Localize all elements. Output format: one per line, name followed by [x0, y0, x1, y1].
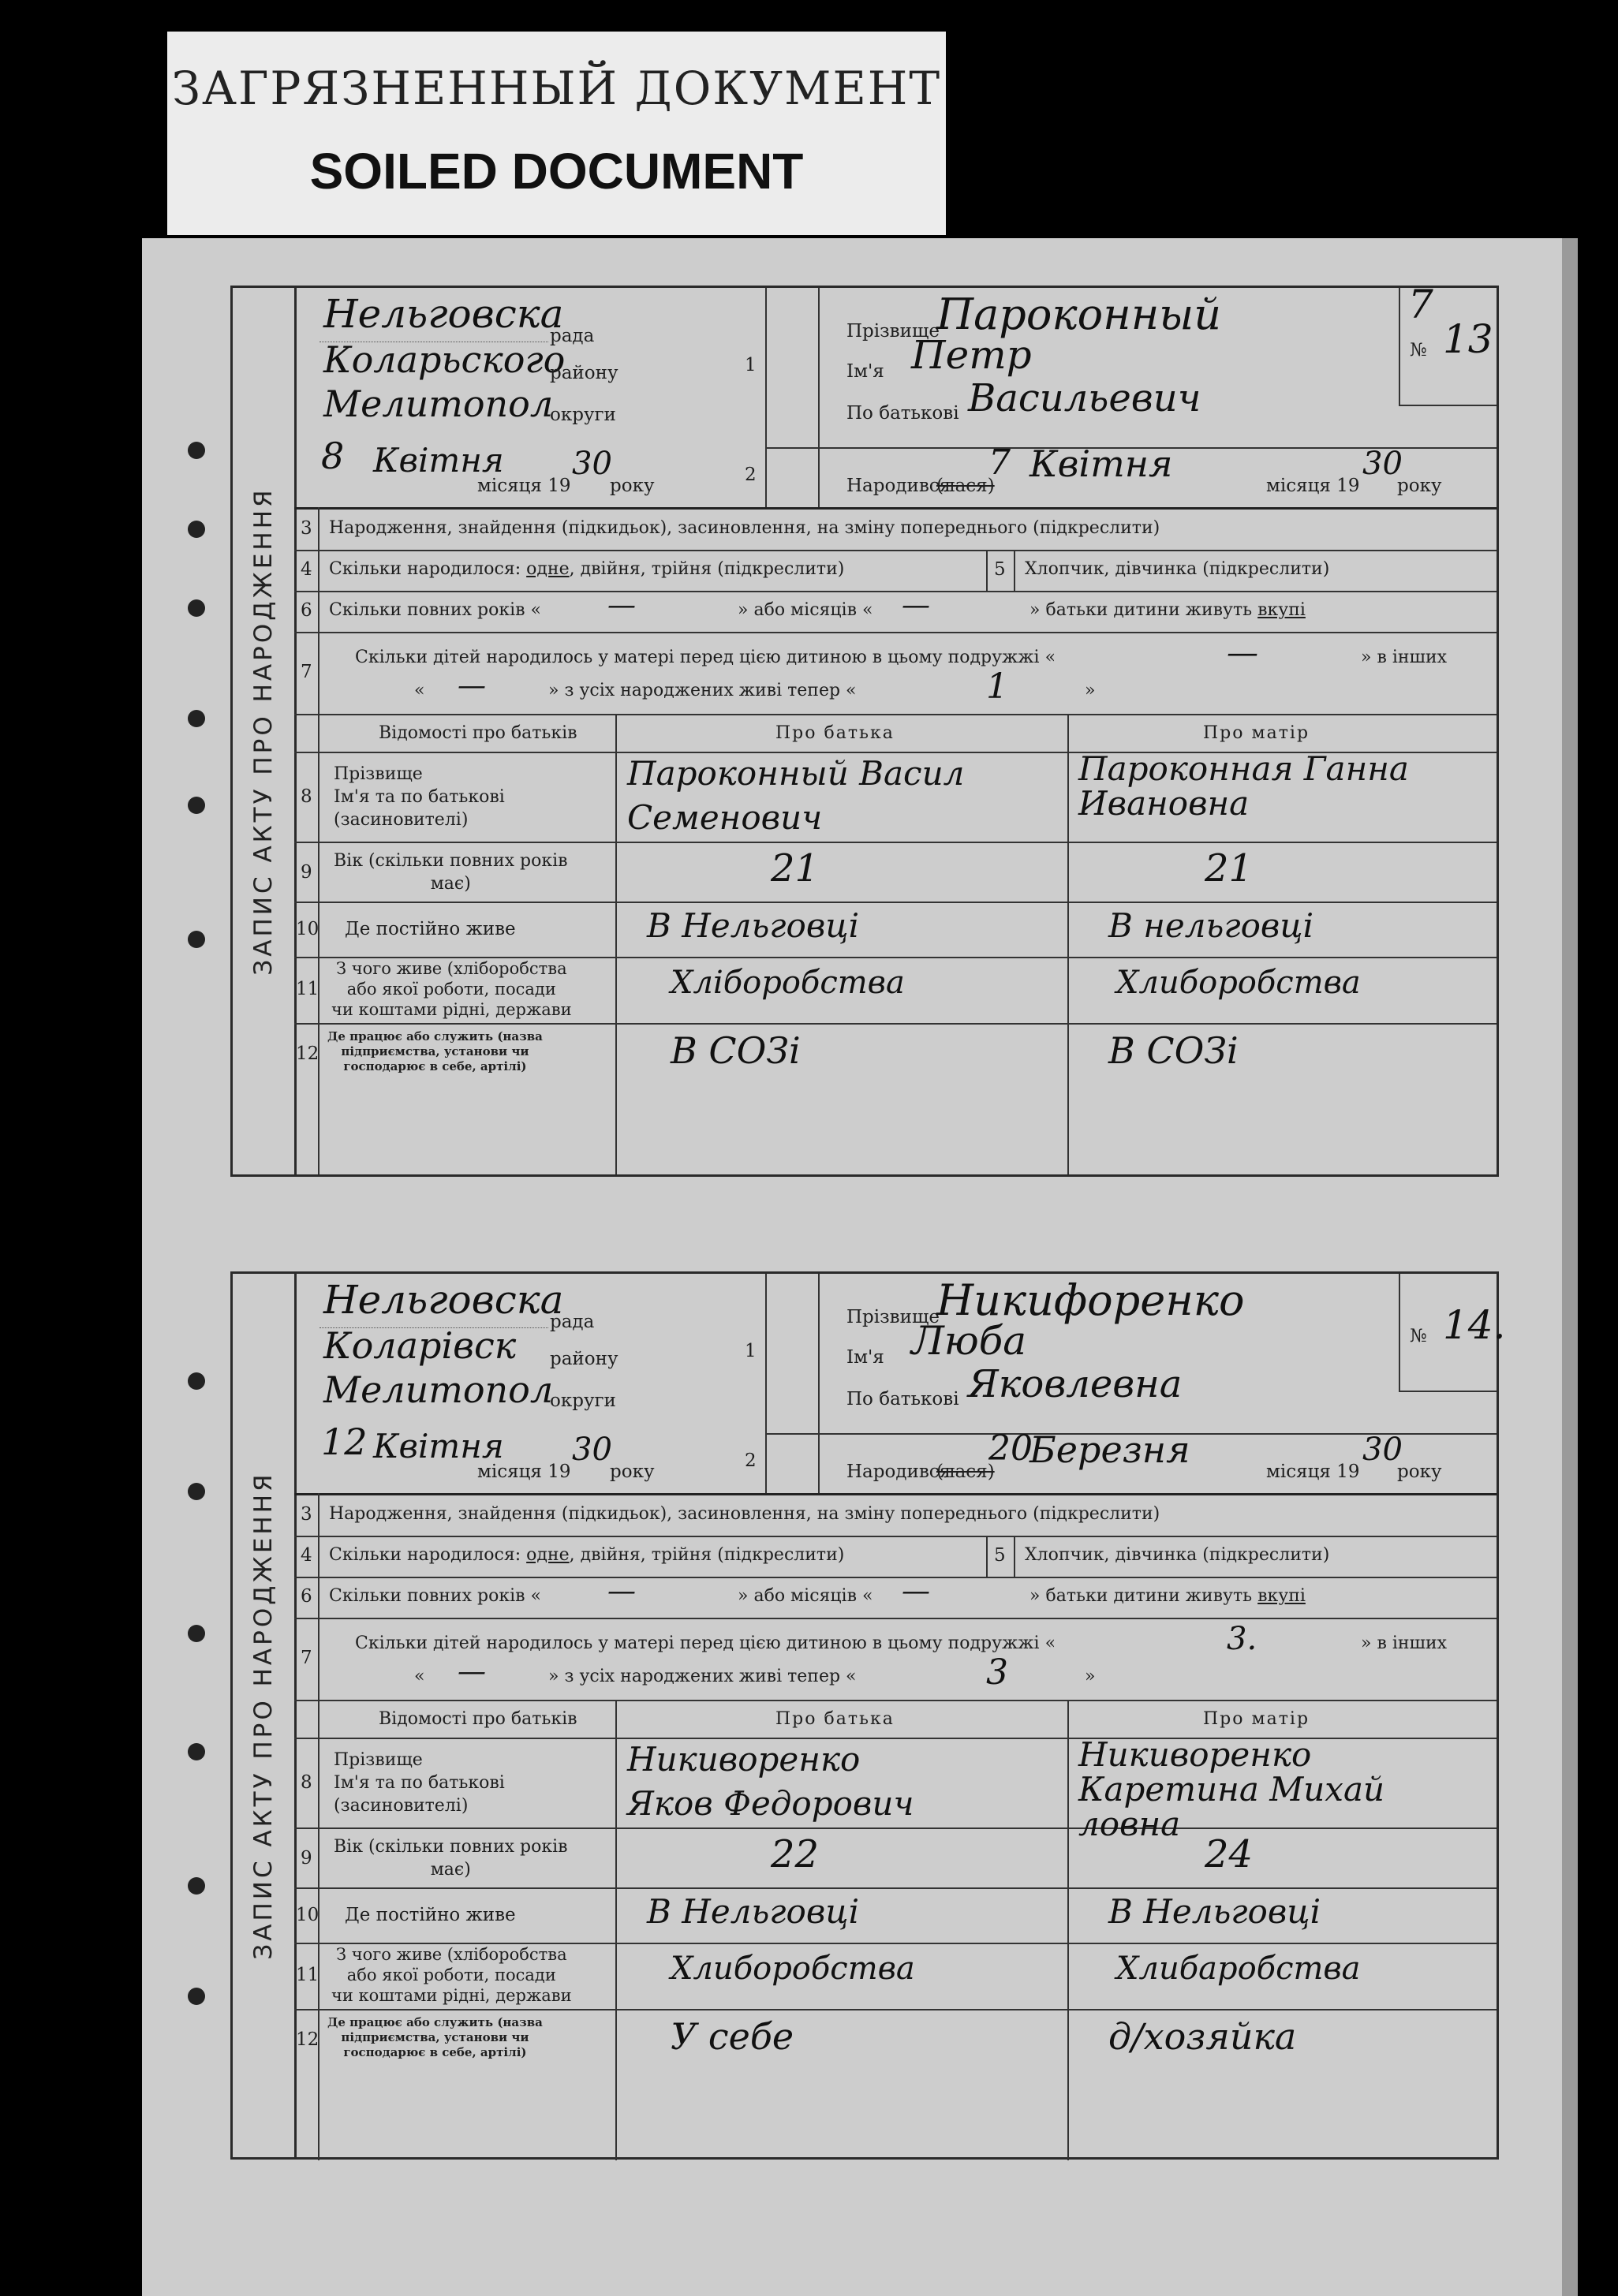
raion-label: району	[550, 1349, 618, 1369]
year-label: року	[1397, 476, 1442, 496]
okrug: Мелитопол	[323, 383, 554, 425]
mother-workplace: В СОЗі	[1108, 1029, 1239, 1072]
header-info: Відомості про батьків	[379, 1709, 577, 1729]
registration-day: 12	[321, 1421, 368, 1463]
birth-month: Квітня	[1029, 442, 1173, 485]
label-english: SOILED DOCUMENT	[309, 143, 804, 200]
side-title: ЗАПИС АКТУ ПРО НАРОДЖЕННЯ	[249, 1471, 278, 1960]
month-label: місяця 19	[1266, 476, 1360, 496]
father-full-name: Никиворенко Яков Федорович	[627, 1740, 914, 1823]
birth-year: 30	[1362, 1432, 1403, 1468]
prior-children: —	[1227, 635, 1258, 671]
living-children: 3	[986, 1652, 1008, 1693]
name-label: Ім'я	[846, 1347, 884, 1368]
row9-label: Вік (скільки повних років має)	[334, 851, 568, 894]
row-number: 12	[296, 2029, 319, 2050]
header-mother: Про матір	[1203, 723, 1310, 743]
months-together: —	[902, 1575, 930, 1607]
father-residence: В Нельговці	[647, 906, 860, 945]
mother-workplace: д/хозяйка	[1108, 2015, 1297, 2058]
label-russian: ЗАГРЯЗНЕННЫЙ ДОКУМЕНТ	[171, 62, 942, 115]
mother-full-name: Никиворенко Каретина Михай ловна	[1078, 1735, 1385, 1843]
rada-label: рада	[550, 1312, 595, 1332]
district: Коларівск	[323, 1324, 517, 1367]
binding-hole	[188, 1483, 205, 1500]
months-together: —	[902, 589, 930, 622]
father-occupation: Хліборобства	[671, 965, 905, 1001]
birth-day: 7	[988, 442, 1011, 483]
row6-a: Скільки повних років «	[329, 1586, 541, 1606]
row8-label: Прізвище Ім'я та по батькові (засиновителі)	[334, 1750, 505, 1816]
row7-b: » в інших	[1361, 1633, 1448, 1653]
month-label: місяця 19	[477, 1462, 571, 1482]
name-label: Ім'я	[846, 361, 884, 382]
row-number: 7	[301, 662, 312, 682]
born-label: Народився	[846, 476, 951, 496]
registration-day: 8	[321, 435, 345, 477]
row-number: 12	[296, 1043, 319, 1064]
registration-month: Квітня	[373, 441, 504, 480]
row-number: 5	[994, 559, 1006, 580]
row7-e: »	[1085, 681, 1096, 700]
binding-hole	[188, 1625, 205, 1642]
header-father: Про батька	[775, 723, 895, 743]
row7-a: Скільки дітей народилось у матері перед цією дитиною в цьому подружжі «	[355, 648, 1056, 667]
father-age: 22	[771, 1832, 820, 1876]
mother-residence: В нельговці	[1108, 906, 1314, 945]
binding-hole	[188, 1743, 205, 1760]
row11-label: З чого живе (хліборобства або якої роботи, посади чи коштами рідні, держави	[331, 959, 572, 1019]
row-number: 11	[296, 979, 319, 999]
binding-hole	[188, 521, 205, 538]
okrug: Мелитопол	[323, 1368, 554, 1411]
row-number: 7	[301, 1648, 312, 1668]
row6-c: » батьки дитини живуть вкупі	[1029, 1586, 1306, 1606]
father-workplace: У себе	[671, 2015, 794, 2058]
row-number: 9	[301, 862, 312, 883]
row-number: 6	[301, 1586, 312, 1607]
row-number: 3	[301, 1504, 312, 1525]
living-children: 1	[986, 666, 1008, 707]
row9-label: Вік (скільки повних років має)	[334, 1837, 568, 1880]
father-full-name: Пароконный Васил Семенович	[627, 754, 965, 837]
registration-year: 30	[572, 446, 612, 482]
row6-b: » або місяців «	[738, 1586, 873, 1606]
born-fem-label: (лася)	[936, 476, 995, 496]
row7-c: «	[414, 681, 425, 700]
row7-d: » з усіх народжених живі тепер «	[548, 1667, 857, 1686]
born-label: Народився	[846, 1462, 951, 1482]
row12-label: Де працює або служить (назва підприємства, установи чи господарює в себе, артілі)	[327, 2015, 543, 2059]
binding-hole	[188, 710, 205, 727]
patronymic-label: По батькові	[846, 1389, 959, 1409]
row3-text: Народження, знайдення (підкидьок), засиновлення, на зміну попереднього (підкреслити)	[329, 1504, 1160, 1524]
raion-label: району	[550, 363, 618, 383]
year-label: року	[610, 476, 655, 496]
mother-age: 24	[1205, 1832, 1254, 1876]
father-residence: В Нельговці	[647, 1892, 860, 1931]
month-label: місяця 19	[477, 476, 571, 496]
prior-other: —	[458, 670, 486, 702]
row7-d: » з усіх народжених живі тепер «	[548, 681, 857, 700]
row-number: 10	[296, 1905, 319, 1925]
row-number: 8	[301, 786, 312, 807]
header-father: Про батька	[775, 1709, 895, 1729]
row-number: 6	[301, 600, 312, 621]
child-patronymic: Яковлевна	[968, 1362, 1183, 1406]
row7-c: «	[414, 1667, 425, 1686]
mother-residence: В Нельговці	[1108, 1892, 1321, 1931]
mother-age: 21	[1205, 846, 1254, 890]
side-title-band	[233, 1274, 297, 2157]
row-number: 4	[301, 1545, 312, 1566]
header-mother: Про матір	[1203, 1709, 1310, 1729]
prior-children: 3.	[1227, 1621, 1257, 1657]
binding-hole	[188, 1372, 205, 1390]
row10-label: Де постійно живе	[345, 919, 516, 939]
patronymic-label: По батькові	[846, 403, 959, 424]
row3-text: Народження, знайдення (підкидьок), засиновлення, на зміну попереднього (підкреслити)	[329, 518, 1160, 538]
surname-label: Прізвище	[846, 1307, 940, 1327]
child-patronymic: Васильевич	[968, 376, 1201, 420]
month-label: місяця 19	[1266, 1462, 1360, 1482]
mother-full-name: Пароконная Ганна Ивановна	[1078, 749, 1409, 823]
header-info: Відомості про батьків	[379, 723, 577, 743]
row-number: 8	[301, 1772, 312, 1793]
surname-label: Прізвище	[846, 321, 940, 342]
row6-b: » або місяців «	[738, 600, 873, 620]
mother-occupation: Хлибаробства	[1116, 1951, 1361, 1987]
side-title: ЗАПИС АКТУ ПРО НАРОДЖЕННЯ	[249, 487, 278, 976]
prior-other: —	[458, 1656, 486, 1688]
child-surname: Пароконный	[936, 289, 1222, 339]
row7-b: » в інших	[1361, 648, 1448, 667]
binding-hole	[188, 599, 205, 617]
row-number: 11	[296, 1965, 319, 1985]
binding-hole	[188, 442, 205, 459]
row4-text: Скільки народилося: одне, двійня, трійня (підкреслити)	[329, 559, 845, 579]
binding-hole	[188, 931, 205, 948]
village-council: Нельговска	[323, 291, 564, 337]
birth-record-1	[230, 282, 1499, 1177]
village-council: Нельговска	[323, 1277, 564, 1323]
row6-c: » батьки дитини живуть вкупі	[1029, 600, 1306, 620]
row5-text: Хлопчик, дівчинка (підкреслити)	[1025, 559, 1330, 579]
number-label: №	[1410, 1326, 1427, 1346]
row-number: 5	[994, 1545, 1006, 1566]
child-name: Люба	[911, 1318, 1027, 1364]
soiled-document-label	[167, 32, 946, 235]
row-number: 3	[301, 518, 312, 539]
mother-occupation: Хлиборобства	[1116, 965, 1361, 1001]
record-number-extra: 7	[1408, 282, 1433, 327]
birth-month: Березня	[1029, 1428, 1190, 1471]
side-title-band	[233, 288, 297, 1174]
row10-label: Де постійно живе	[345, 1905, 516, 1925]
row-number: 10	[296, 919, 319, 939]
birth-record-2	[230, 1271, 1506, 2160]
row-number: 1	[745, 1341, 757, 1361]
number-label: №	[1410, 340, 1427, 360]
row11-label: З чого живе (хліборобства або якої роботи, посади чи коштами рідні, держави	[331, 1945, 572, 2005]
birth-year: 30	[1362, 446, 1403, 482]
row12-label: Де працює або служить (назва підприємства, установи чи господарює в себе, артілі)	[327, 1029, 543, 1073]
row-number: 9	[301, 1848, 312, 1869]
row8-label: Прізвище Ім'я та по батькові (засиновителі)	[334, 764, 505, 830]
binding-hole	[188, 1988, 205, 2005]
row7-e: »	[1085, 1667, 1096, 1686]
binding-hole	[188, 797, 205, 814]
row5-text: Хлопчик, дівчинка (підкреслити)	[1025, 1545, 1330, 1565]
okrug-label: округи	[550, 1391, 616, 1411]
row7-a: Скільки дітей народилось у матері перед цією дитиною в цьому подружжі «	[355, 1633, 1056, 1653]
row-number: 2	[745, 1450, 757, 1471]
father-age: 21	[771, 846, 820, 890]
row-number: 2	[745, 465, 757, 485]
row6-a: Скільки повних років «	[329, 600, 541, 620]
registration-year: 30	[572, 1432, 612, 1468]
child-surname: Никифоренко	[936, 1275, 1245, 1325]
row-number: 1	[745, 355, 757, 375]
registration-month: Квітня	[373, 1427, 504, 1465]
child-name: Петр	[911, 332, 1032, 378]
record-number: 13	[1443, 316, 1493, 362]
record-number: 14.	[1443, 1302, 1506, 1348]
born-fem-label: (лася)	[936, 1462, 995, 1482]
birth-day: 20	[988, 1428, 1033, 1469]
father-occupation: Хлиборобства	[671, 1951, 915, 1987]
father-workplace: В СОЗі	[671, 1029, 801, 1072]
year-label: року	[1397, 1462, 1442, 1482]
years-together: —	[607, 1575, 636, 1607]
rada-label: рада	[550, 326, 595, 346]
okrug-label: округи	[550, 405, 616, 425]
years-together: —	[607, 589, 636, 622]
year-label: року	[610, 1462, 655, 1482]
binding-hole	[188, 1877, 205, 1895]
district: Коларьского	[323, 338, 566, 381]
row-number: 4	[301, 559, 312, 580]
row4-text: Скільки народилося: одне, двійня, трійня (підкреслити)	[329, 1545, 845, 1565]
